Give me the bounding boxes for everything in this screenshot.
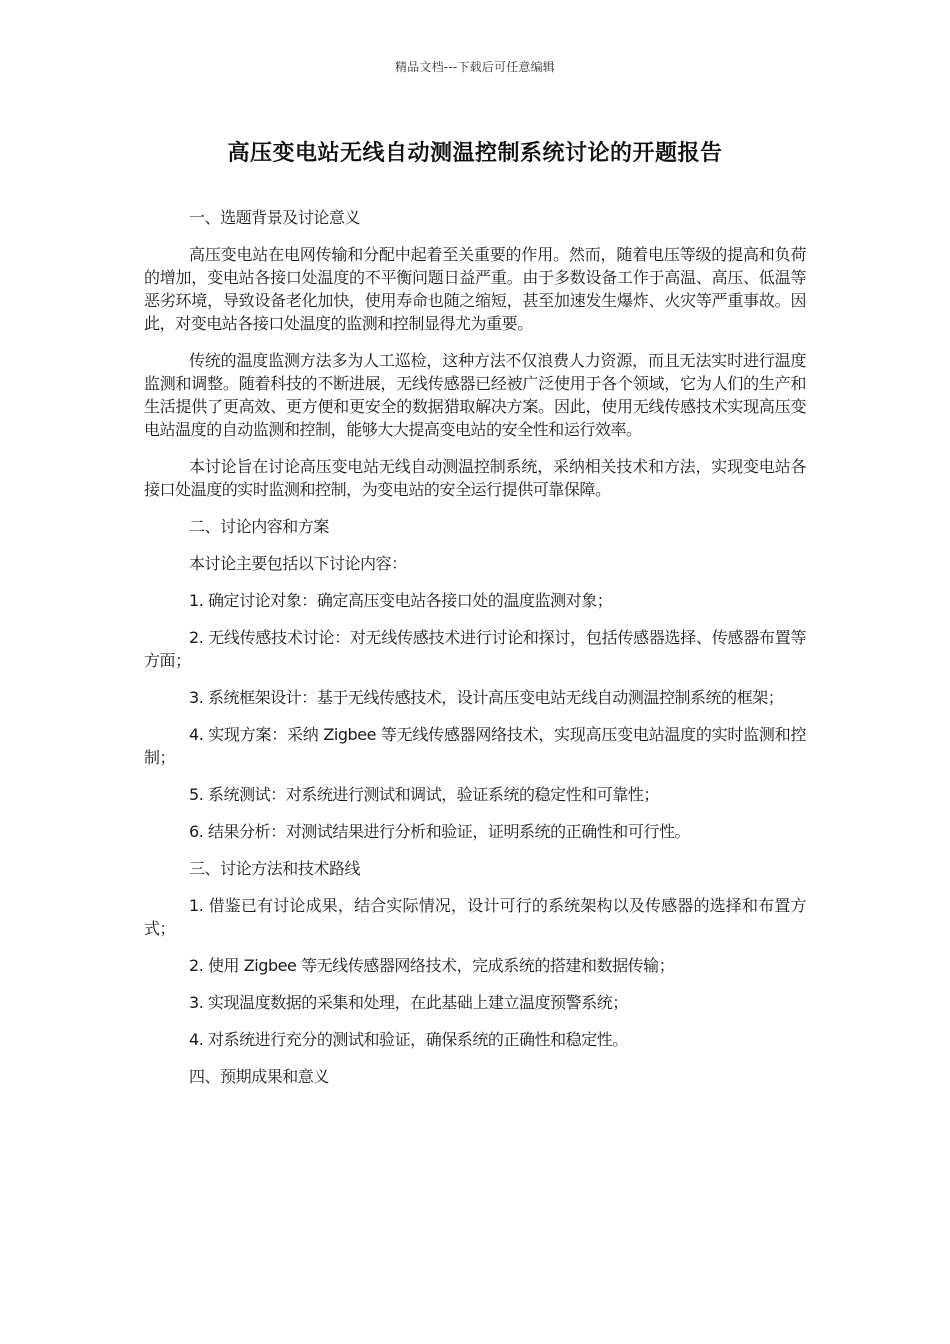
- list-item: 5. 系统测试：对系统进行测试和调试，验证系统的稳定性和可靠性；: [189, 785, 659, 804]
- body-paragraph: 高压变电站在电网传输和分配中起着至关重要的作用。然而，随着电压等级的提高和负荷的增加，变电站各接口处温度的不平衡问题日益严重。由于多数设备工作于高温、高压、低温等恶劣环境，导致设备老化加快，使用寿命也随之缩短，甚至加速发生爆炸、火灾等严重事故。因此，对变电站各接口处温度的监测和控制显得尤为重要。: [144, 245, 806, 333]
- document-title: 高压变电站无线自动测温控制系统讨论的开题报告: [227, 141, 723, 166]
- list-item: 1. 确定讨论对象：确定高压变电站各接口处的温度监测对象；: [189, 591, 613, 610]
- header-note: 精品文档---下载后可任意编辑: [395, 60, 555, 74]
- list-item: 6. 结果分析：对测试结果进行分析和验证，证明系统的正确性和可行性。: [189, 822, 691, 841]
- list-item: 1. 借鉴已有讨论成果，结合实际情况，设计可行的系统架构以及传感器的选择和布置方式；: [144, 896, 806, 938]
- body-paragraph: 本讨论旨在讨论高压变电站无线自动测温控制系统，采纳相关技术和方法，实现变电站各接口处温度的实时监测和控制，为变电站的安全运行提供可靠保障。: [144, 457, 806, 499]
- section-heading: 三、讨论方法和技术路线: [189, 859, 361, 878]
- list-item: 2. 使用 Zigbee 等无线传感器网络技术，完成系统的搭建和数据传输；: [189, 956, 675, 975]
- list-item: 3. 系统框架设计：基于无线传感技术，设计高压变电站无线自动测温控制系统的框架；: [189, 688, 784, 707]
- section-heading: 一、选题背景及讨论意义: [189, 208, 361, 227]
- list-item: 3. 实现温度数据的采集和处理，在此基础上建立温度预警系统；: [189, 993, 628, 1012]
- list-item: 4. 实现方案：采纳 Zigbee 等无线传感器网络技术，实现高压变电站温度的实时监测和控制；: [144, 725, 806, 767]
- list-item: 4. 对系统进行充分的测试和验证，确保系统的正确性和稳定性。: [189, 1030, 628, 1049]
- section-heading: 二、讨论内容和方案: [189, 517, 329, 536]
- body-paragraph: 传统的温度监测方法多为人工巡检，这种方法不仅浪费人力资源，而且无法实时进行温度监测和调整。随着科技的不断进展，无线传感器已经被广泛使用于各个领域，它为人们的生产和生活提供了更高效、更方便和更安全的数据猎取解决方案。因此，使用无线传感技术实现高压变电站温度的自动监测和控制，能够大大提高变电站的安全性和运行效率。: [144, 351, 806, 439]
- document-body: [144, 206, 806, 1102]
- body-paragraph: 本讨论主要包括以下讨论内容：: [189, 554, 407, 573]
- section-heading: 四、预期成果和意义: [189, 1067, 329, 1086]
- list-item: 2. 无线传感技术讨论：对无线传感技术进行讨论和探讨，包括传感器选择、传感器布置等方面；: [144, 628, 806, 670]
